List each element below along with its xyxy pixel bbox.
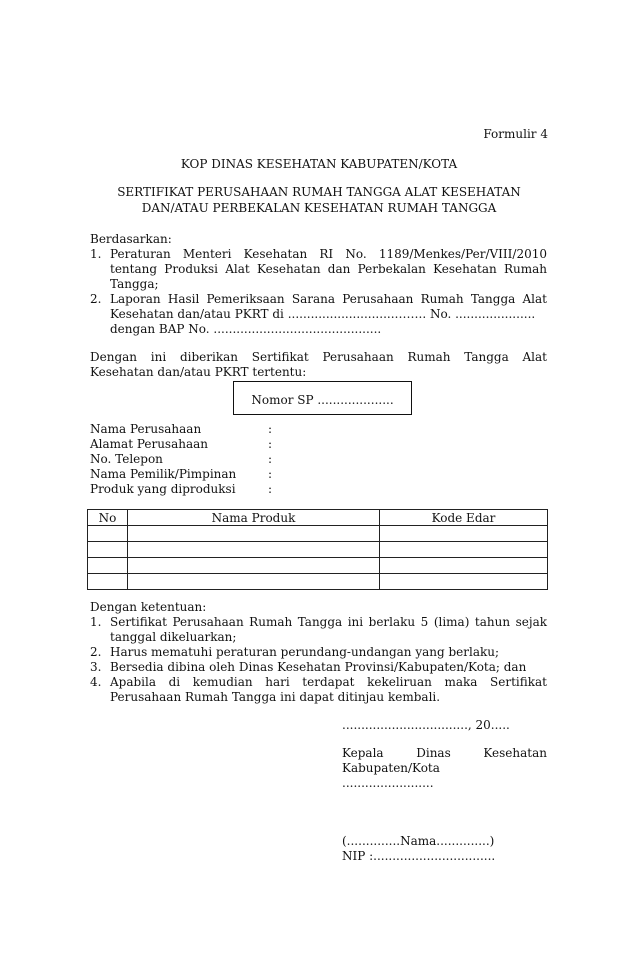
field-company-address-label: Alamat Perusahaan <box>90 437 209 451</box>
term-1-line1: Sertifikat Perusahaan Rumah Tangga ini berlaku 5 (lima) tahun sejak <box>110 615 547 629</box>
column-header-registration-code: Kode Edar <box>380 510 548 526</box>
table-cell <box>88 574 128 590</box>
office-header: KOP DINAS KESEHATAN KABUPATEN/KOTA <box>180 157 458 171</box>
term-4-number: 4. <box>90 675 102 689</box>
term-3-number: 3. <box>90 660 102 674</box>
signature-name: (..............Nama..............) <box>342 834 495 848</box>
signature-place-date: ................................., 20..... <box>342 718 510 732</box>
signature-position-line2: Kabupaten/Kota <box>342 761 440 775</box>
term-2-number: 2. <box>90 645 102 659</box>
sp-number-text: Nomor SP .................... <box>251 393 394 407</box>
table-cell <box>128 574 380 590</box>
field-phone-label: No. Telepon <box>90 452 163 466</box>
term-4-line2: Perusahaan Rumah Tangga ini dapat ditinjau kembali. <box>110 690 441 704</box>
term-2-line1: Harus mematuhi peraturan perundang-undangan yang berlaku; <box>110 645 500 659</box>
table-cell <box>380 526 548 542</box>
certificate-title-line1: SERTIFIKAT PERUSAHAAN RUMAH TANGGA ALAT KESEHATAN <box>117 185 521 199</box>
basis-item-2-line3: dengan BAP No. ............................................ <box>110 322 382 336</box>
terms-heading: Dengan ketentuan: <box>90 600 207 614</box>
table-cell <box>88 558 128 574</box>
basis-item-2-line2: Kesehatan dan/atau PKRT di ............................…….. No. ..................... <box>110 307 536 321</box>
column-header-product-name: Nama Produk <box>128 510 380 526</box>
table-cell <box>380 542 548 558</box>
table-row <box>88 526 548 542</box>
field-company-name-label: Nama Perusahaan <box>90 422 202 436</box>
term-3-line1: Bersedia dibina oleh Dinas Kesehatan Provinsi/Kabupaten/Kota; dan <box>110 660 527 674</box>
table-row <box>88 574 548 590</box>
basis-item-1-line1: Peraturan Menteri Kesehatan RI No. 1189/Menkes/Per/VIII/2010 <box>110 247 547 261</box>
intro-line2: Kesehatan dan/atau PKRT tertentu: <box>90 365 307 379</box>
field-products-label: Produk yang diproduksi <box>90 482 236 496</box>
field-owner-label: Nama Pemilik/Pimpinan <box>90 467 237 481</box>
field-phone-colon: : <box>268 452 273 466</box>
basis-item-2-line1: Laporan Hasil Pemeriksaan Sarana Perusahaan Rumah Tangga Alat <box>110 292 547 306</box>
table-cell <box>88 542 128 558</box>
basis-item-1-line2: tentang Produksi Alat Kesehatan dan Perbekalan Kesehatan Rumah <box>110 262 547 276</box>
column-header-no: No <box>88 510 128 526</box>
certificate-title-line2: DAN/ATAU PERBEKALAN KESEHATAN RUMAH TANGGA <box>141 201 497 215</box>
table-cell <box>380 558 548 574</box>
basis-heading: Berdasarkan: <box>90 232 172 246</box>
table-cell <box>128 526 380 542</box>
table-header-row <box>88 510 548 526</box>
product-table <box>87 509 548 590</box>
basis-item-1-number: 1. <box>90 247 102 261</box>
field-company-address-colon: : <box>268 437 273 451</box>
signature-position-line3: ........................ <box>342 776 434 790</box>
table-row <box>88 542 548 558</box>
intro-line1: Dengan ini diberikan Sertifikat Perusahaan Rumah Tangga Alat <box>90 350 547 364</box>
signature-position-line1: Kepala Dinas Kesehatan <box>342 746 547 760</box>
field-company-name-colon: : <box>268 422 273 436</box>
term-4-line1: Apabila di kemudian hari terdapat kekeliruan maka Sertifikat <box>110 675 547 689</box>
table-cell <box>88 526 128 542</box>
table-row <box>88 558 548 574</box>
table-cell <box>128 542 380 558</box>
form-label: Formulir 4 <box>483 127 548 141</box>
sp-number-box <box>233 381 412 415</box>
field-products-colon: : <box>268 482 273 496</box>
basis-item-2-number: 2. <box>90 292 102 306</box>
basis-item-1-line3: Tangga; <box>110 277 159 291</box>
signature-nip: NIP :................................ <box>342 849 496 863</box>
term-1-line2: tanggal dikeluarkan; <box>110 630 237 644</box>
table-cell <box>380 574 548 590</box>
term-1-number: 1. <box>90 615 102 629</box>
field-owner-colon: : <box>268 467 273 481</box>
table-cell <box>128 558 380 574</box>
